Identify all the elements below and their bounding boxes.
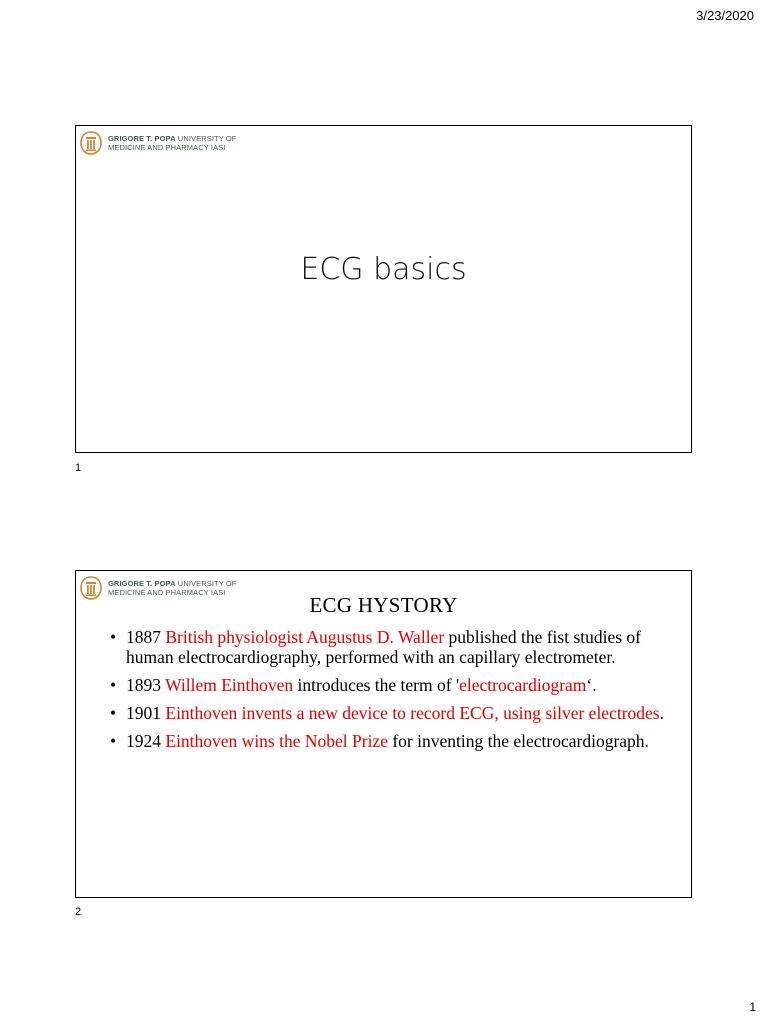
slide-number: 2	[75, 906, 82, 918]
bullet-item	[108, 675, 678, 695]
slide-1	[75, 125, 692, 453]
bullet-highlight: Einthoven wins the Nobel Prize	[165, 731, 388, 751]
bullet-text: for inventing the electrocardiograph.	[387, 731, 649, 751]
page-number: 1	[749, 1000, 756, 1014]
bullet-year: 1901	[126, 703, 166, 723]
bullet-text: published the fist studies of human electrocardiography, performed with an capillary electrometer.	[126, 627, 642, 667]
logo-name-bold: GRIGORE T. POPA	[108, 134, 176, 143]
logo-line2: MEDICINE AND PHARMACY IASI	[108, 588, 226, 597]
logo-name-rest: UNIVERSITY OF	[175, 134, 237, 143]
bullet-highlight-term: electrocardiogram	[459, 675, 587, 695]
column-crest-icon	[80, 131, 102, 155]
bullet-text-end: ‘.	[586, 675, 597, 695]
logo-name-bold: GRIGORE T. POPA	[108, 579, 176, 588]
history-bullet-list	[108, 627, 678, 759]
bullet-text: introduces the term of '	[293, 675, 460, 695]
bullet-year: 1887	[126, 627, 166, 647]
bullet-year: 1924	[126, 731, 166, 751]
logo-line2: MEDICINE AND PHARMACY IASI	[108, 143, 226, 152]
bullet-highlight: Einthoven invents a new device to record ECG, using silver electrodes	[165, 703, 660, 723]
slide-number: 1	[75, 462, 82, 474]
bullet-item	[108, 731, 678, 751]
logo-text	[108, 134, 236, 152]
bullet-highlight: British physiologist Augustus D. Waller	[165, 627, 445, 647]
slide-2	[75, 570, 692, 898]
bullet-item	[108, 703, 678, 723]
page-date: 3/23/2020	[696, 8, 754, 23]
slide-title: ECG basics	[300, 252, 467, 287]
bullet-year: 1893	[126, 675, 166, 695]
slide-heading: ECG HYSTORY	[309, 593, 458, 617]
bullet-text: .	[659, 703, 664, 723]
bullet-item	[108, 627, 678, 667]
university-logo	[80, 131, 236, 155]
bullet-highlight: Willem Einthoven	[165, 675, 294, 695]
logo-name-rest: UNIVERSITY OF	[175, 579, 237, 588]
